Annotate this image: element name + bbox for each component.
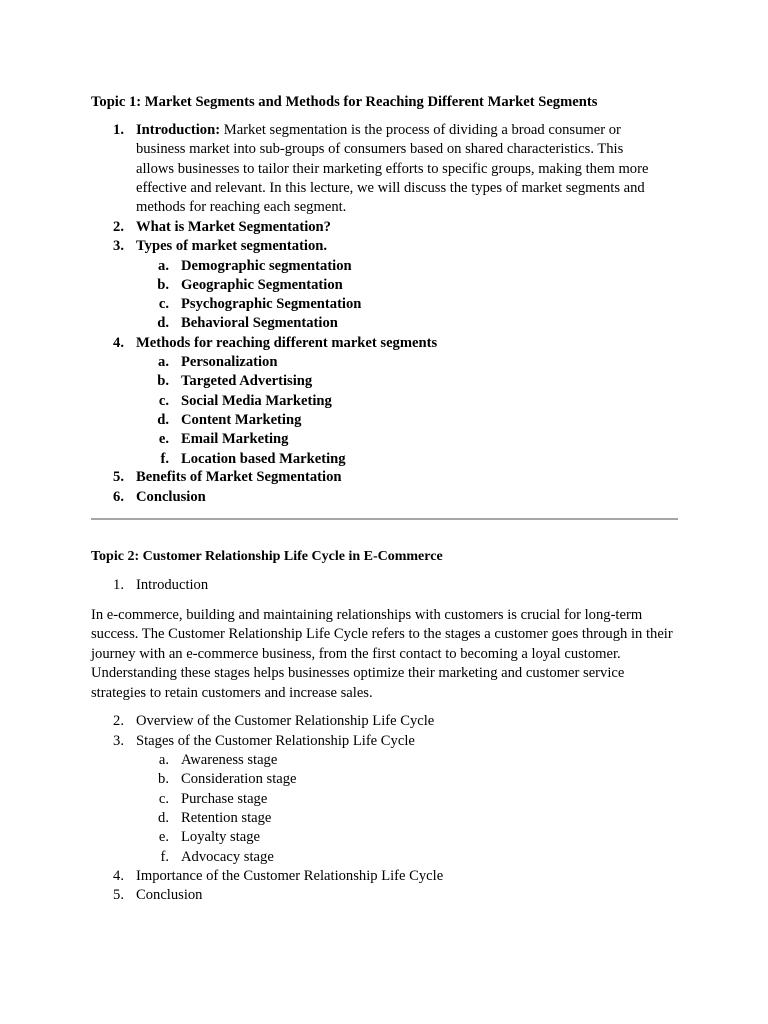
topic1-title: Topic 1: Market Segments and Methods for Reaching Different Market Segments	[91, 94, 598, 110]
list-number: f.	[160, 451, 169, 467]
list-number: c.	[158, 393, 169, 409]
list-text: Loyalty stage	[181, 829, 261, 845]
list-text: Geographic Segmentation	[181, 277, 343, 293]
list-text: Awareness stage	[181, 752, 278, 768]
list-text: Email Marketing	[181, 431, 289, 447]
list-number: a.	[158, 258, 169, 274]
list-number: d.	[158, 810, 169, 826]
section-divider	[91, 518, 678, 520]
intro-line: business market into sub-groups of consumers based on shared characteristics. This	[136, 141, 624, 157]
list-text: Benefits of Market Segmentation	[136, 469, 342, 485]
intro-line: effective and relevant. In this lecture, we will discuss the types of market segments and	[136, 180, 645, 196]
list-number: 6.	[113, 489, 124, 505]
list-number: 4.	[113, 335, 124, 351]
list-number: 3.	[113, 733, 124, 749]
list-number: f.	[160, 849, 169, 865]
list-text: Content Marketing	[181, 412, 302, 428]
list-text: Methods for reaching different market segments	[136, 335, 438, 351]
list-number: 5.	[113, 887, 124, 903]
list-number: 1.	[113, 577, 124, 593]
list-number: d.	[157, 315, 169, 331]
intro-line: methods for reaching each segment.	[136, 199, 347, 215]
list-text: Purchase stage	[181, 791, 268, 807]
intro-line: allows businesses to tailor their marketing efforts to specific groups, making them more	[136, 161, 649, 177]
list-number: e.	[158, 829, 169, 845]
list-text: Conclusion	[136, 489, 206, 505]
topic2-title: Topic 2: Customer Relationship Life Cycle in E-Commerce	[91, 549, 443, 564]
list-text: What is Market Segmentation?	[136, 219, 331, 235]
list-number: 2.	[113, 219, 124, 235]
intro-line	[136, 121, 621, 140]
list-text: Demographic segmentation	[181, 258, 352, 274]
list-number: c.	[158, 791, 169, 807]
list-number: b.	[157, 277, 169, 293]
intro-text: Market segmentation is the process of dividing a broad consumer or	[220, 122, 621, 138]
list-text: Social Media Marketing	[181, 393, 332, 409]
list-text: Behavioral Segmentation	[181, 315, 338, 331]
list-text: Location based Marketing	[181, 451, 346, 467]
list-number: e.	[158, 431, 169, 447]
list-number: b.	[157, 373, 169, 389]
list-number: 2.	[113, 713, 124, 729]
list-text: Importance of the Customer Relationship Life Cycle	[136, 868, 444, 884]
list-number: c.	[158, 296, 169, 312]
list-text: Retention stage	[181, 810, 272, 826]
list-text: Conclusion	[136, 887, 203, 903]
list-number: 5.	[113, 469, 124, 485]
list-text: Stages of the Customer Relationship Life Cycle	[136, 733, 415, 749]
list-number: a.	[158, 752, 169, 768]
list-number: 4.	[113, 868, 124, 884]
list-number: b.	[158, 771, 169, 787]
list-number: 1.	[113, 122, 124, 138]
list-text: Psychographic Segmentation	[181, 296, 362, 312]
list-text: Overview of the Customer Relationship Life Cycle	[136, 713, 435, 729]
list-text: Introduction	[136, 577, 209, 593]
list-number: d.	[157, 412, 169, 428]
list-text: Types of market segmentation.	[136, 238, 328, 254]
list-text: Targeted Advertising	[181, 373, 313, 389]
intro-label: Introduction:	[136, 122, 221, 138]
list-text: Consideration stage	[181, 771, 297, 787]
topic2-paragraph: In e-commerce, building and maintaining relationships with customers is crucial for long-term success. The Customer Relationship Life Cycle refers to the stages a customer goes through in their journey with an e-commerce business, from the first contact to becoming a loyal customer. Understanding these stages helps businesses optimize their marketing and customer service strategies to retain customers and increase sales.	[91, 607, 673, 701]
list-text: Advocacy stage	[181, 849, 274, 865]
list-number: a.	[158, 354, 169, 370]
list-text: Personalization	[181, 354, 278, 370]
list-number: 3.	[113, 238, 124, 254]
